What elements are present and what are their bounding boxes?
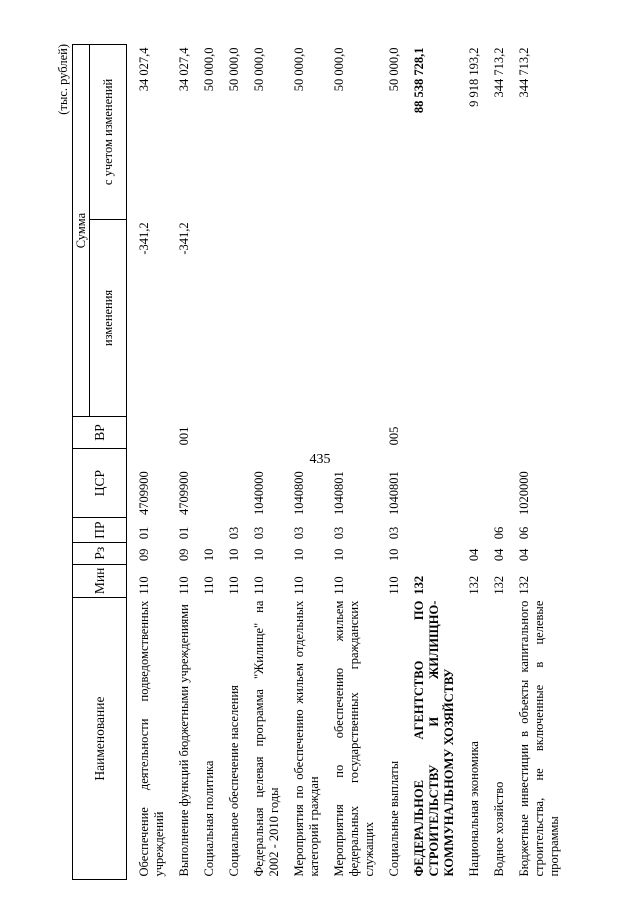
header-pr: ПР [73, 518, 127, 542]
cell-change: -341,2 [137, 222, 151, 255]
cell-csr: 1020000 [517, 471, 531, 515]
cell-name: Мероприятия по обеспечению жильем отдельных категорий граждан [292, 600, 321, 877]
cell-total: 34 027,4 [177, 47, 191, 92]
table-row [402, 45, 457, 880]
cell-pr: 01 [137, 526, 151, 540]
cell-csr [192, 448, 217, 518]
cell-min: 110 [202, 576, 216, 595]
cell-min: 110 [252, 576, 266, 595]
cell-vr [242, 417, 282, 449]
cell-rz [402, 542, 457, 564]
cell-change [507, 219, 562, 416]
cell-csr: 1040801 [387, 471, 401, 515]
cell-name: Бюджетные инвестиции в объекты капитального строительства, не включенные в целевые программы [517, 600, 561, 877]
cell-pr [402, 518, 457, 542]
cell-name: Национальная экономика [467, 741, 481, 877]
cell-min: 110 [332, 576, 346, 595]
cell-min: 110 [177, 576, 191, 595]
cell-pr [457, 518, 482, 542]
cell-name: ФЕДЕРАЛЬНОЕ АГЕНТСТВО ПО СТРОИТЕЛЬСТВУ И ЖИЛИЩНО-КОММУНАЛЬНОМУ ХОЗЯЙСТВУ [412, 600, 456, 877]
cell-total: 50 000,0 [227, 47, 241, 92]
cell-vr [282, 417, 322, 449]
rotated-page [56, 40, 620, 880]
cell-vr: 005 [387, 426, 401, 446]
cell-rz: 09 [137, 548, 151, 562]
cell-rz: 04 [492, 548, 506, 562]
cell-csr [402, 448, 457, 518]
cell-vr [192, 417, 217, 449]
cell-change [322, 219, 377, 416]
cell-min: 110 [137, 576, 151, 595]
cell-csr [457, 448, 482, 518]
header-sum: Сумма [73, 45, 90, 417]
table-row [127, 45, 168, 880]
cell-pr: 06 [492, 526, 506, 540]
page-number: 435 [309, 452, 331, 467]
cell-csr: 4709900 [137, 471, 151, 515]
unit-label: (тыс. рублей) [56, 44, 70, 115]
cell-csr [482, 448, 507, 518]
cell-pr: 01 [177, 526, 191, 540]
cell-name: Социальное обеспечение населения [227, 685, 241, 877]
cell-total: 9 918 193,2 [467, 47, 481, 107]
cell-total: 50 000,0 [202, 47, 216, 92]
cell-min: 132 [412, 575, 426, 595]
cell-csr: 4709900 [177, 471, 191, 515]
header-change: изменения [90, 219, 127, 416]
cell-csr: 1040800 [292, 471, 306, 515]
budget-table [72, 44, 562, 880]
table-body [127, 45, 563, 880]
cell-change [192, 219, 217, 416]
header-vr: ВР [73, 417, 127, 449]
cell-pr: 06 [517, 526, 531, 540]
header-with-changes: с учетом изменений [90, 45, 127, 220]
cell-total: 50 000,0 [387, 47, 401, 92]
table-row [507, 45, 562, 880]
cell-vr [127, 417, 168, 449]
cell-csr: 1040801 [332, 471, 346, 515]
cell-name: Водное хозяйство [492, 781, 506, 877]
cell-change [217, 219, 242, 416]
header-rz: Рз [73, 542, 127, 564]
table-row [282, 45, 322, 880]
cell-change [402, 219, 457, 416]
cell-min: 110 [292, 576, 306, 595]
cell-pr [192, 518, 217, 542]
cell-min: 132 [467, 575, 481, 595]
cell-rz: 10 [292, 548, 306, 562]
cell-pr: 03 [227, 526, 241, 540]
cell-name: Мероприятия по обеспечению жильем федеральных государственных гражданских служащих [332, 600, 376, 877]
cell-rz: 04 [467, 548, 481, 562]
cell-change [377, 219, 402, 416]
cell-total: 50 000,0 [292, 47, 306, 92]
cell-vr [457, 417, 482, 449]
cell-change: -341,2 [177, 222, 191, 255]
table-row [322, 45, 377, 880]
cell-total: 344 713,2 [517, 47, 531, 98]
cell-change [282, 219, 322, 416]
cell-vr [507, 417, 562, 449]
table-row [217, 45, 242, 880]
cell-total: 50 000,0 [252, 47, 266, 92]
cell-min: 132 [517, 575, 531, 595]
header-min: Мин [73, 564, 127, 597]
cell-rz: 04 [517, 548, 531, 562]
cell-total: 344 713,2 [492, 47, 506, 98]
cell-pr: 03 [292, 526, 306, 540]
cell-vr [402, 417, 457, 449]
cell-change [482, 219, 507, 416]
cell-rz: 10 [332, 548, 346, 562]
cell-min: 132 [492, 575, 506, 595]
table-row [167, 45, 192, 880]
cell-vr [217, 417, 242, 449]
cell-vr [482, 417, 507, 449]
cell-name: Социальная политика [202, 760, 216, 877]
header-name: Наименование [73, 598, 127, 880]
cell-change [457, 219, 482, 416]
table-row [192, 45, 217, 880]
cell-rz: 10 [252, 548, 266, 562]
cell-pr: 03 [252, 526, 266, 540]
cell-pr: 03 [332, 526, 346, 540]
header-csr: ЦСР [73, 448, 127, 518]
cell-total: 34 027,4 [137, 47, 151, 92]
cell-name: Выполнение функций бюджетными учреждениями [177, 604, 191, 877]
cell-name: Обеспечение деятельности подведомственных учреждений [137, 600, 166, 877]
cell-total: 50 000,0 [332, 47, 346, 92]
cell-vr: 001 [177, 426, 191, 446]
cell-csr [217, 448, 242, 518]
table-row [242, 45, 282, 880]
table-row [377, 45, 402, 880]
cell-pr: 03 [387, 526, 401, 540]
table-row [482, 45, 507, 880]
cell-name: Федеральная целевая программа "Жилище" на 2002 - 2010 годы [252, 600, 281, 877]
cell-min: 110 [387, 576, 401, 595]
cell-csr: 1040000 [252, 471, 266, 515]
table-row [457, 45, 482, 880]
cell-rz: 10 [227, 548, 241, 562]
cell-name: Социальные выплаты [387, 760, 401, 877]
cell-change [242, 219, 282, 416]
cell-rz: 10 [202, 548, 216, 562]
cell-min: 110 [227, 576, 241, 595]
cell-rz: 09 [177, 548, 191, 562]
cell-vr [322, 417, 377, 449]
cell-total: 88 538 728,1 [412, 47, 426, 114]
cell-rz: 10 [387, 548, 401, 562]
